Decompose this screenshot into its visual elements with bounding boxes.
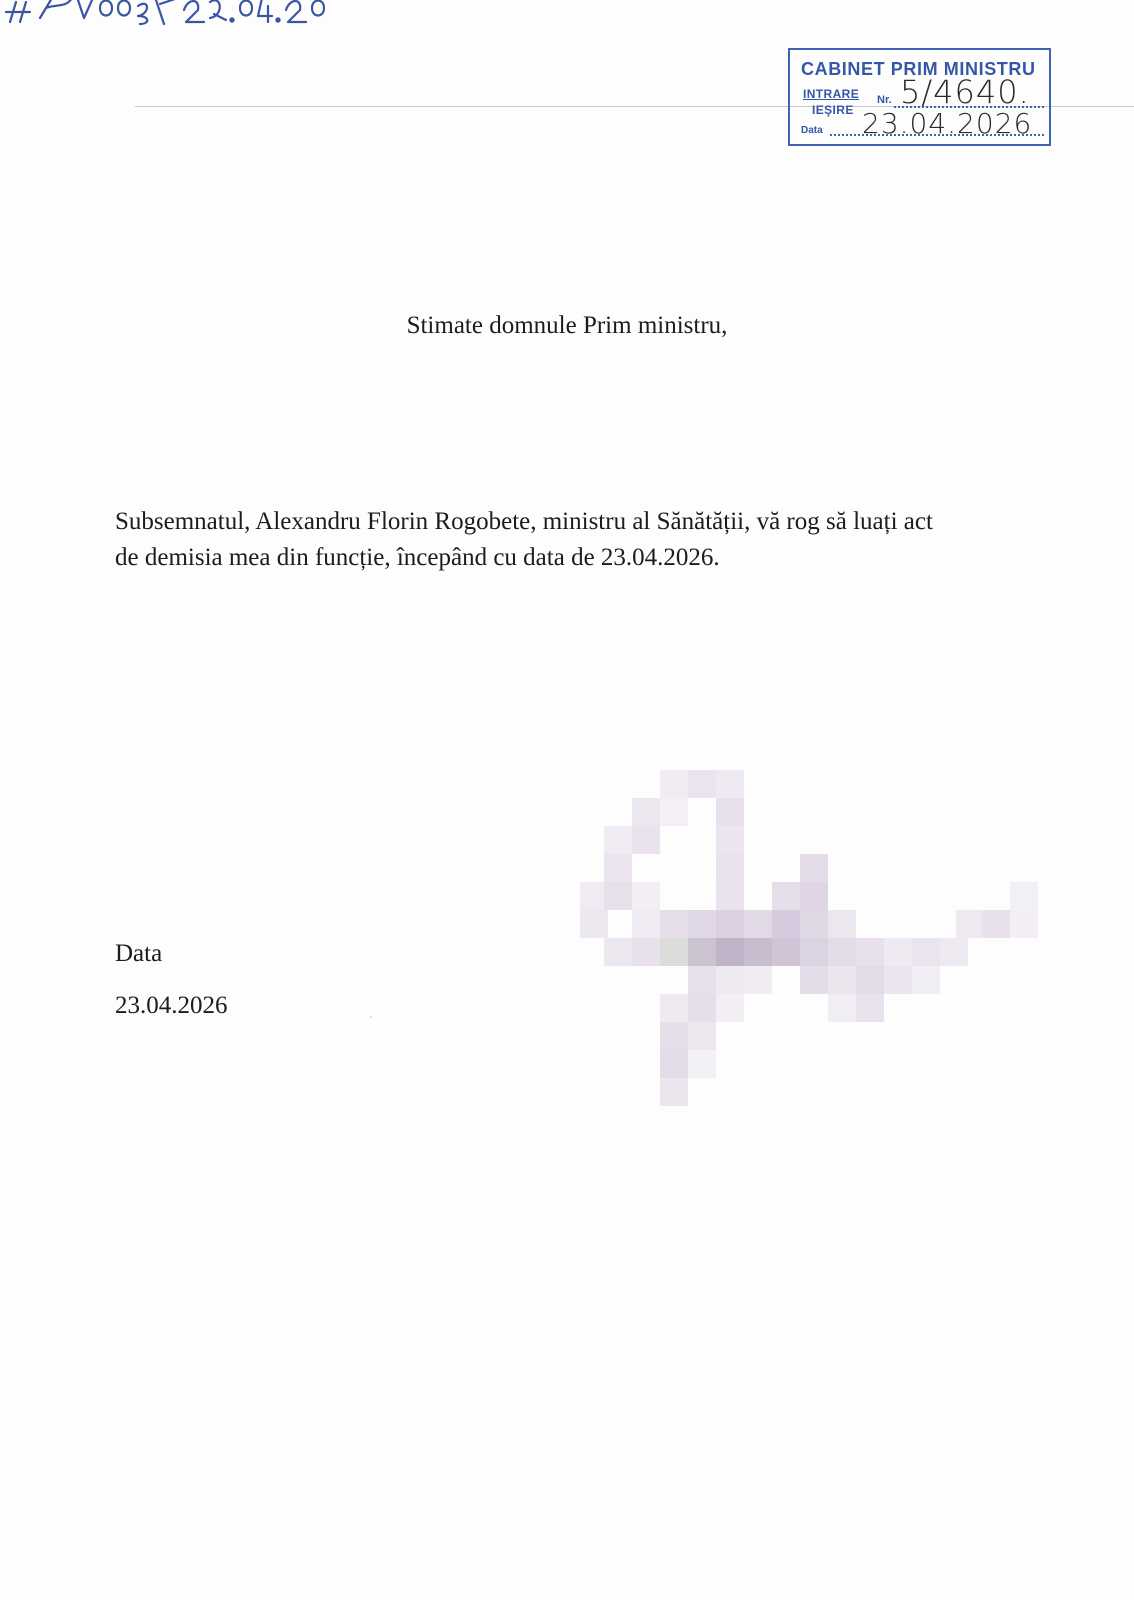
registry-stamp <box>788 48 1051 146</box>
stamp-intrare-label: INTRARE <box>803 87 860 101</box>
date-label: Data <box>115 940 163 967</box>
letter-body-line: Subsemnatul, Alexandru Florin Rogobete, ministru al Sănătății, vă rog să luați act <box>115 508 933 535</box>
stamp-handwritten-number: 5/4640. <box>900 73 1030 111</box>
pixelated-signature <box>580 770 1050 1120</box>
scan-speck <box>370 1016 372 1018</box>
stamp-handwritten-date: 23.04.2026 <box>862 107 1033 140</box>
stamp-iesire-label: IEŞIRE <box>812 103 854 117</box>
letter-body <box>115 504 1015 576</box>
stamp-data-label: Data <box>801 125 823 136</box>
handwritten-registration-mark <box>0 0 340 28</box>
letter-body-line: de demisia mea din funcție, începând cu data de 23.04.2026. <box>115 544 720 571</box>
letter-salutation: Stimate domnule Prim ministru, <box>406 312 728 339</box>
date-value: 23.04.2026 <box>115 992 228 1019</box>
stamp-title: CABINET PRIM MINISTRU <box>801 59 1036 79</box>
stamp-nr-label: Nr. <box>877 94 892 106</box>
